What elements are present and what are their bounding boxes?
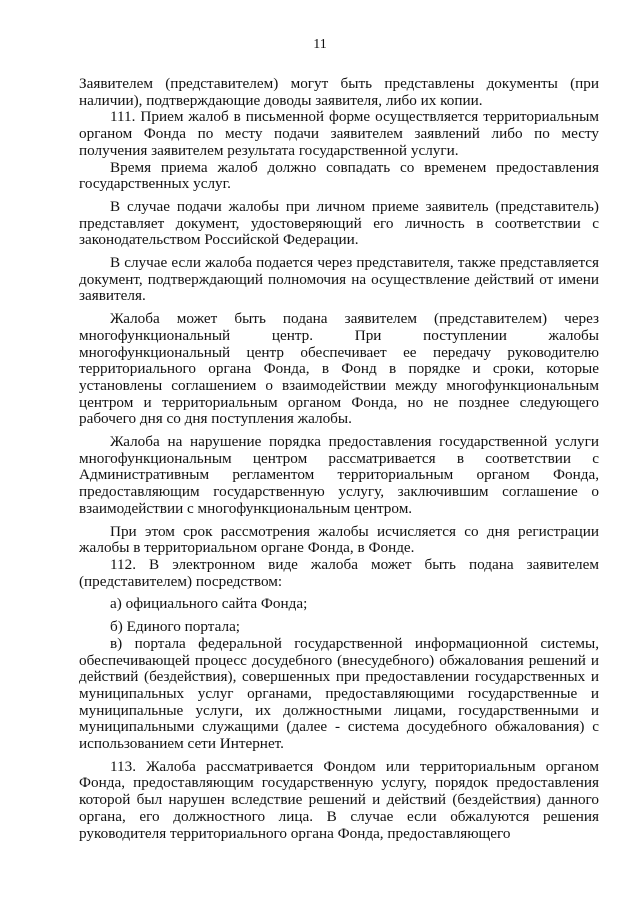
paragraph-113: 113. Жалоба рассматривается Фондом или территориальным органом Фонда, предоставляющим государственную услугу, порядок предоставления которой был нарушен вследствие решений и действий (бездействия) данного органа, его должностного лица. В случае если обжалуются решения руководителя территориального органа Фонда, предоставляющего — [79, 757, 599, 842]
paragraph-reception-time: Время приема жалоб должно совпадать со временем предоставления государственных услуг. — [79, 158, 599, 193]
document-body — [79, 76, 599, 842]
paragraph-111: 111. Прием жалоб в письменной форме осуществляется территориальным органом Фонда по месту подачи заявителем заявлений либо по месту получения заявителем результата государственной услуги. — [79, 108, 599, 159]
paragraph-review-term: При этом срок рассмотрения жалобы исчисляется со дня регистрации жалобы в территориальном органе Фонда, в Фонде. — [79, 522, 599, 557]
paragraph-personal-reception: В случае подачи жалобы при личном приеме заявитель (представитель) представляет документ, удостоверяющий его личность в соответствии с законодательством Российской Федерации. — [79, 197, 599, 249]
list-item-c: в) портала федеральной государственной информационной системы, обеспечивающей процесс досудебного (внесудебного) обжалования решений и действий (бездействия), совершенных при предоставлении государственных и муниципальных услуг органами, предоставляющими государственные и муниципальные услуги, их должностными лицами, государственными и муниципальными служащими (далее - система досудебного обжалования) с использованием сети Интернет. — [79, 634, 599, 753]
list-item-a: а) официального сайта Фонда; — [110, 595, 308, 613]
page-number: 11 — [313, 37, 327, 52]
paragraph-1: Заявителем (представителем) могут быть представлены документы (при наличии), подтверждающие доводы заявителя, либо их копии. — [79, 75, 599, 109]
paragraph-mfc-violation: Жалоба на нарушение порядка предоставления государственной услуги многофункциональным центром рассматривается в соответствии с Административным регламентом территориальным органом Фонда, предоставляющим государственную услугу, заключившим соглашение о взаимодействии с многофункциональным центром. — [79, 433, 599, 517]
list-item-b: б) Единого портала; — [110, 618, 241, 636]
paragraph-mfc-submission: Жалоба может быть подана заявителем (представителем) через многофункциональный центр. При поступлении жалобы многофункциональный центр обеспечивает ее передачу руководителю территориального органа Фонда, в Фонд в порядке и сроки, которые установлены соглашением о взаимодействии между многофункциональным центром и территориальным органом Фонда, но не позднее следующего рабочего дня со дня поступления жалобы. — [79, 310, 599, 428]
paragraph-representative: В случае если жалоба подается через представителя, также представляется документ, подтверждающий полномочия на осуществление действий от имени заявителя. — [79, 254, 599, 305]
paragraph-112: 112. В электронном виде жалоба может быть подана заявителем (представителем) посредством: — [79, 555, 599, 590]
